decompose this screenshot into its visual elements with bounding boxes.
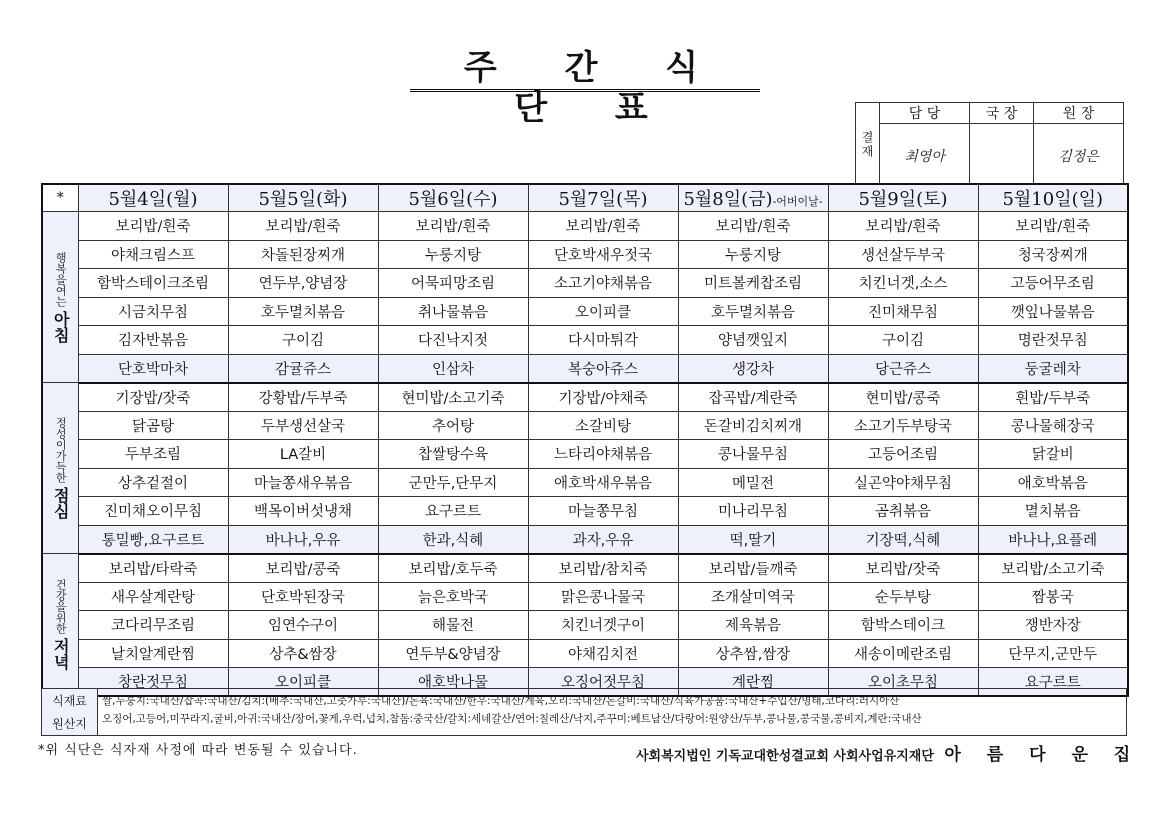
menu-cell: 연두부,양념장 — [228, 269, 378, 298]
menu-row — [42, 240, 1128, 269]
menu-cell: 바나나,요플레 — [978, 525, 1128, 554]
menu-cell: 누룽지탕 — [378, 240, 528, 269]
menu-row — [42, 611, 1128, 640]
menu-cell: 찹쌀탕수육 — [378, 440, 528, 469]
signature-director — [970, 124, 1034, 188]
menu-row — [42, 212, 1128, 241]
approval-header-director: 국 장 — [970, 103, 1034, 124]
menu-cell: 닭갈비 — [978, 440, 1128, 469]
menu-cell: 오이피클 — [528, 297, 678, 326]
menu-cell: 메밀전 — [678, 468, 828, 497]
menu-cell: 바나나,우유 — [228, 525, 378, 554]
menu-cell: 잡곡밥/계란죽 — [678, 383, 828, 412]
origin-box — [41, 688, 1127, 736]
menu-cell: 당근쥬스 — [828, 354, 978, 383]
menu-cell: 구이김 — [828, 326, 978, 355]
menu-cell: 생강차 — [678, 354, 828, 383]
menu-cell: 흰밥/두부죽 — [978, 383, 1128, 412]
menu-cell: 닭곰탕 — [78, 411, 228, 440]
menu-row — [42, 411, 1128, 440]
signature-head: 김정은 — [1034, 124, 1124, 188]
menu-cell: 누룽지탕 — [678, 240, 828, 269]
menu-cell: 생선살두부국 — [828, 240, 978, 269]
menu-cell: 다시마튀각 — [528, 326, 678, 355]
menu-row — [42, 297, 1128, 326]
menu-cell: 보리밥/흰죽 — [978, 212, 1128, 241]
menu-cell: 연두부&양념장 — [378, 639, 528, 668]
menu-cell: 오징어젓무침 — [528, 668, 678, 697]
menu-cell: 상추쌈,쌈장 — [678, 639, 828, 668]
menu-cell: 미트볼케찹조림 — [678, 269, 828, 298]
menu-cell: 호두멸치볶음 — [678, 297, 828, 326]
menu-cell: 현미밥/콩죽 — [828, 383, 978, 412]
menu-cell: LA갈비 — [228, 440, 378, 469]
meal-description: 행복을여는 — [54, 251, 68, 307]
menu-cell: 깻잎나물볶음 — [978, 297, 1128, 326]
menu-cell: 두부조림 — [78, 440, 228, 469]
menu-cell: 곰취볶음 — [828, 497, 978, 526]
menu-cell: 애호박나물 — [378, 668, 528, 697]
meal-description: 건강을위한 — [54, 579, 68, 634]
menu-cell: 실곤약야채무침 — [828, 468, 978, 497]
menu-row — [42, 525, 1128, 554]
menu-cell: 콩나물해장국 — [978, 411, 1128, 440]
approval-header-head: 원 장 — [1034, 103, 1124, 124]
menu-cell: 구이김 — [228, 326, 378, 355]
menu-cell: 단호박새우젓국 — [528, 240, 678, 269]
menu-cell: 요구르트 — [378, 497, 528, 526]
menu-cell: 기장밥/야채죽 — [528, 383, 678, 412]
menu-cell: 오이초무침 — [828, 668, 978, 697]
menu-cell: 보리밥/참치죽 — [528, 554, 678, 583]
day-header — [678, 184, 828, 212]
menu-row — [42, 582, 1128, 611]
menu-row — [42, 497, 1128, 526]
menu-cell: 현미밥/소고기죽 — [378, 383, 528, 412]
menu-cell: 소고기두부탕국 — [828, 411, 978, 440]
organization-name: 아 름 다 운 집 — [944, 745, 1141, 765]
origin-label — [42, 689, 98, 735]
menu-row — [42, 383, 1128, 412]
menu-row — [42, 354, 1128, 383]
menu-cell: 새송이메란조림 — [828, 639, 978, 668]
menu-cell: 통밀빵,요구르트 — [78, 525, 228, 554]
menu-cell: 함박스테이크조림 — [78, 269, 228, 298]
origin-line: 오징어,고등어,미꾸라지,굴비,아귀:국내산/장어,꽃게,우럭,넙치,참돔:중국산/갈치:세네갈산/연어:칠레산/낙지,주꾸미:베트남산/다랑어:원양산/두부,콩나물,콩국물,콩비지,계란:국내산 — [102, 713, 922, 725]
menu-cell: 진미채오이무침 — [78, 497, 228, 526]
menu-cell: 어묵피망조림 — [378, 269, 528, 298]
menu-cell: 보리밥/흰죽 — [78, 212, 228, 241]
menu-cell: 보리밥/흰죽 — [678, 212, 828, 241]
meal-description: 정성이가득한 — [54, 417, 68, 483]
menu-cell: 단무지,군만두 — [978, 639, 1128, 668]
menu-cell: 시금치무침 — [78, 297, 228, 326]
menu-cell: 한과,식혜 — [378, 525, 528, 554]
menu-cell: 마늘쫑새우볶음 — [228, 468, 378, 497]
menu-cell: 상추겉절이 — [78, 468, 228, 497]
meal-name: 점심 — [51, 487, 71, 519]
menu-cell: 진미채무침 — [828, 297, 978, 326]
corner-cell: * — [42, 184, 78, 212]
menu-cell: 콩나물무침 — [678, 440, 828, 469]
menu-cell: 느타리야채볶음 — [528, 440, 678, 469]
origin-line: 쌀,누룽지:국내산/잡곡:국내산/김치:(배추:국내산,고춧가루:국내산)/돈육:국내산/한우:국내산/계육,오리:국내산/돈갈비:국내산/식육가공품:국내산+수입산/명태,코다리:러시아산 — [102, 695, 900, 707]
menu-cell: 고등어무조림 — [978, 269, 1128, 298]
change-notice: *위 식단은 식자재 사정에 따라 변동될 수 있습니다. — [38, 743, 358, 758]
menu-cell: 애호박새우볶음 — [528, 468, 678, 497]
menu-cell: 백목이버섯냉채 — [228, 497, 378, 526]
menu-cell: 과자,우유 — [528, 525, 678, 554]
menu-cell: 양념깻잎지 — [678, 326, 828, 355]
menu-cell: 보리밥/들깨죽 — [678, 554, 828, 583]
menu-cell: 돈갈비김치찌개 — [678, 411, 828, 440]
menu-row — [42, 326, 1128, 355]
menu-cell: 강황밥/두부죽 — [228, 383, 378, 412]
menu-cell: 쟁반자장 — [978, 611, 1128, 640]
menu-cell: 마늘쫑무침 — [528, 497, 678, 526]
menu-cell: 호두멸치볶음 — [228, 297, 378, 326]
menu-cell: 취나물볶음 — [378, 297, 528, 326]
menu-cell: 다진낙지젓 — [378, 326, 528, 355]
menu-cell: 단호박마차 — [78, 354, 228, 383]
menu-cell: 창란젓무침 — [78, 668, 228, 697]
menu-row — [42, 440, 1128, 469]
menu-cell: 김자반볶음 — [78, 326, 228, 355]
menu-cell: 추어탕 — [378, 411, 528, 440]
organization-foundation: 사회복지법인 기독교대한성결교회 사회사업유지재단 — [636, 749, 934, 764]
menu-cell: 소고기야채볶음 — [528, 269, 678, 298]
menu-cell: 함박스테이크 — [828, 611, 978, 640]
menu-cell: 야채김치전 — [528, 639, 678, 668]
menu-cell: 임연수구이 — [228, 611, 378, 640]
menu-cell: 명란젓무침 — [978, 326, 1128, 355]
menu-cell: 감귤쥬스 — [228, 354, 378, 383]
approval-label: 결재 — [856, 103, 880, 188]
menu-cell: 보리밥/흰죽 — [828, 212, 978, 241]
signature-manager: 최영아 — [880, 124, 970, 188]
menu-row — [42, 468, 1128, 497]
day-header: 5월7일(목) — [528, 184, 678, 212]
menu-cell: 보리밥/호두죽 — [378, 554, 528, 583]
origin-label-bottom: 원산지 — [52, 717, 87, 731]
day-header: 5월4일(월) — [78, 184, 228, 212]
menu-cell: 멸치볶음 — [978, 497, 1128, 526]
origin-label-top: 식재료 — [52, 694, 87, 708]
organization — [636, 740, 1140, 765]
menu-cell: 오이피클 — [228, 668, 378, 697]
menu-cell: 보리밥/콩죽 — [228, 554, 378, 583]
day-note: -어버이날- — [772, 195, 823, 208]
menu-cell: 고등어조림 — [828, 440, 978, 469]
menu-cell: 둥굴레차 — [978, 354, 1128, 383]
menu-row — [42, 639, 1128, 668]
meal-label — [42, 554, 78, 697]
menu-cell: 인삼차 — [378, 354, 528, 383]
menu-cell: 복숭아쥬스 — [528, 354, 678, 383]
menu-cell: 요구르트 — [978, 668, 1128, 697]
meal-label — [42, 212, 78, 383]
menu-body — [42, 212, 1128, 697]
menu-cell: 상추&쌈장 — [228, 639, 378, 668]
menu-cell: 맑은콩나물국 — [528, 582, 678, 611]
menu-cell: 제육볶음 — [678, 611, 828, 640]
day-header: 5월6일(수) — [378, 184, 528, 212]
meal-label — [42, 383, 78, 554]
day-header-label: 5월8일(금) — [683, 189, 773, 210]
day-header-row — [42, 184, 1128, 212]
day-header: 5월10일(일) — [978, 184, 1128, 212]
menu-cell: 보리밥/잣죽 — [828, 554, 978, 583]
menu-cell: 해물전 — [378, 611, 528, 640]
menu-cell: 계란찜 — [678, 668, 828, 697]
menu-table — [41, 183, 1129, 697]
day-header: 5월5일(화) — [228, 184, 378, 212]
menu-cell: 떡,딸기 — [678, 525, 828, 554]
origin-text — [98, 689, 1126, 735]
menu-cell: 짬봉국 — [978, 582, 1128, 611]
menu-cell: 조개살미역국 — [678, 582, 828, 611]
menu-cell: 보리밥/흰죽 — [528, 212, 678, 241]
menu-row — [42, 269, 1128, 298]
menu-cell: 보리밥/타락죽 — [78, 554, 228, 583]
menu-cell: 날치알계란찜 — [78, 639, 228, 668]
approval-box — [855, 102, 1124, 188]
menu-row — [42, 554, 1128, 583]
menu-cell: 소갈비탕 — [528, 411, 678, 440]
menu-cell: 두부생선살국 — [228, 411, 378, 440]
page-title: 주 간 식 단 표 — [410, 48, 760, 92]
menu-cell: 보리밥/소고기죽 — [978, 554, 1128, 583]
menu-cell: 치킨너겟,소스 — [828, 269, 978, 298]
menu-cell: 늙은호박국 — [378, 582, 528, 611]
menu-cell: 청국장찌개 — [978, 240, 1128, 269]
menu-cell: 코다리무조림 — [78, 611, 228, 640]
menu-cell: 순두부탕 — [828, 582, 978, 611]
day-header: 5월9일(토) — [828, 184, 978, 212]
menu-cell: 차돌된장찌개 — [228, 240, 378, 269]
menu-cell: 단호박된장국 — [228, 582, 378, 611]
meal-name: 아침 — [51, 310, 71, 343]
approval-header-manager: 담 당 — [880, 103, 970, 124]
menu-cell: 치킨너겟구이 — [528, 611, 678, 640]
menu-cell: 미나리무침 — [678, 497, 828, 526]
menu-cell: 군만두,단무지 — [378, 468, 528, 497]
meal-name: 저녁 — [51, 638, 71, 670]
menu-cell: 기장떡,식혜 — [828, 525, 978, 554]
menu-cell: 새우살계란탕 — [78, 582, 228, 611]
menu-cell: 보리밥/흰죽 — [228, 212, 378, 241]
menu-cell: 애호박볶음 — [978, 468, 1128, 497]
menu-cell: 야채크림스프 — [78, 240, 228, 269]
menu-cell: 기장밥/잣죽 — [78, 383, 228, 412]
menu-cell: 보리밥/흰죽 — [378, 212, 528, 241]
